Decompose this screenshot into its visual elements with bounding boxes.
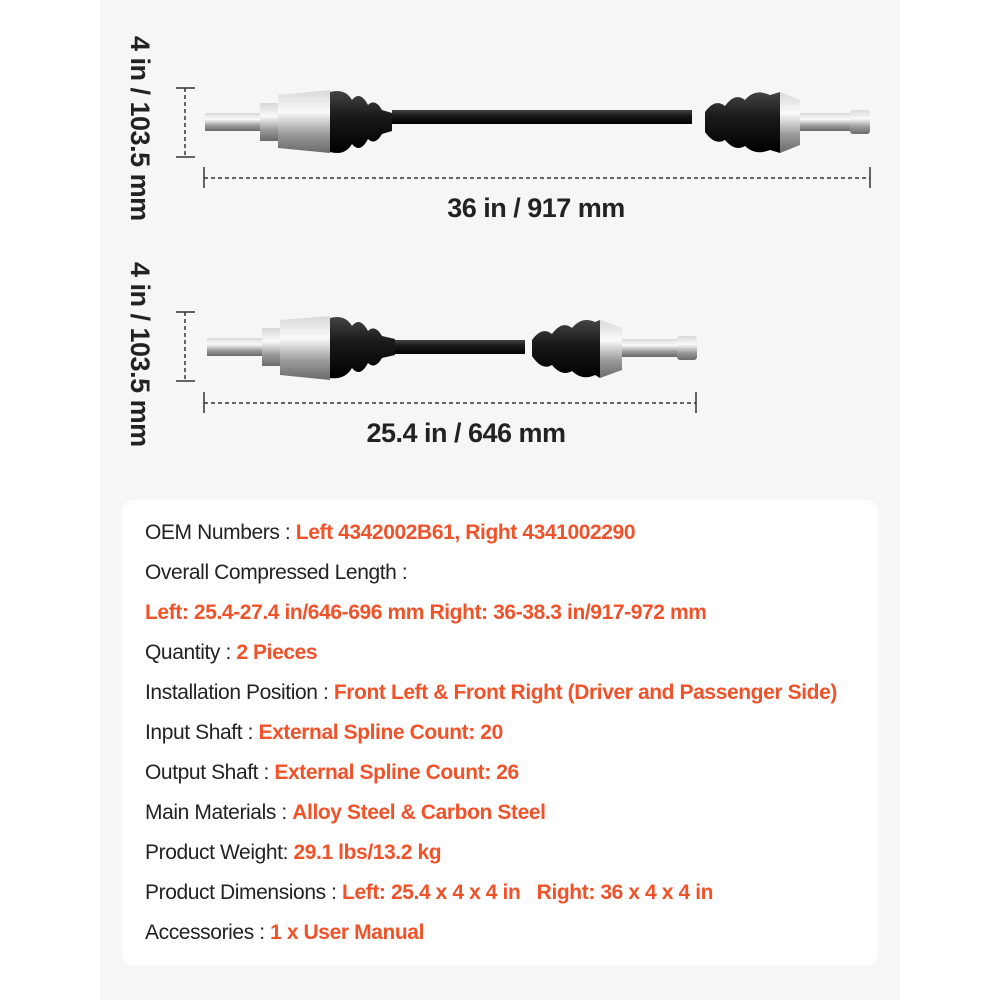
spec-value: Left: 25.4 x 4 x 4 in Right: 36 x 4 x 4 in — [342, 881, 714, 904]
long-axle-image — [176, 88, 870, 188]
spec-line — [145, 641, 317, 665]
spec-label: Product Weight: — [145, 841, 294, 864]
spec-label: Overall Compressed Length : — [145, 561, 408, 584]
spec-line — [145, 721, 503, 745]
bottom-height-label: 4 in / 103.5 mm — [125, 262, 155, 447]
top-length-label: 36 in / 917 mm — [447, 193, 625, 223]
spec-line — [145, 801, 546, 825]
spec-line — [145, 601, 707, 625]
spec-label: Accessories : — [145, 921, 271, 944]
spec-label: Quantity : — [145, 641, 237, 664]
spec-value: Left 4342002B61, Right 4341002290 — [295, 521, 636, 544]
short-axle-image — [176, 312, 697, 413]
spec-label: Installation Position : — [145, 681, 334, 704]
spec-line — [145, 761, 519, 785]
spec-value: Alloy Steel & Carbon Steel — [292, 801, 546, 824]
spec-line — [145, 921, 424, 945]
spec-line — [145, 881, 713, 905]
spec-label: OEM Numbers : — [145, 521, 296, 544]
spec-label: Product Dimensions : — [145, 881, 343, 904]
spec-label: Main Materials : — [145, 801, 293, 824]
spec-value: 1 x User Manual — [270, 921, 425, 944]
spec-value: External Spline Count: 26 — [274, 761, 519, 784]
top-height-label: 4 in / 103.5 mm — [125, 36, 155, 221]
spec-label: Input Shaft : — [145, 721, 259, 744]
spec-value: 2 Pieces — [236, 641, 318, 664]
spec-line — [145, 521, 635, 545]
bottom-length-label: 25.4 in / 646 mm — [366, 418, 566, 448]
spec-value: 29.1 lbs/13.2 kg — [293, 841, 442, 864]
spec-value: Left: 25.4-27.4 in/646-696 mm Right: 36-38.3 in/917-972 mm — [145, 601, 707, 624]
spec-line — [145, 681, 837, 705]
spec-value: External Spline Count: 20 — [258, 721, 503, 744]
spec-value: Front Left & Front Right (Driver and Passenger Side) — [333, 681, 837, 704]
specs-card — [122, 500, 878, 966]
spec-line — [145, 841, 441, 865]
spec-label: Output Shaft : — [145, 761, 275, 784]
spec-line — [145, 561, 407, 585]
